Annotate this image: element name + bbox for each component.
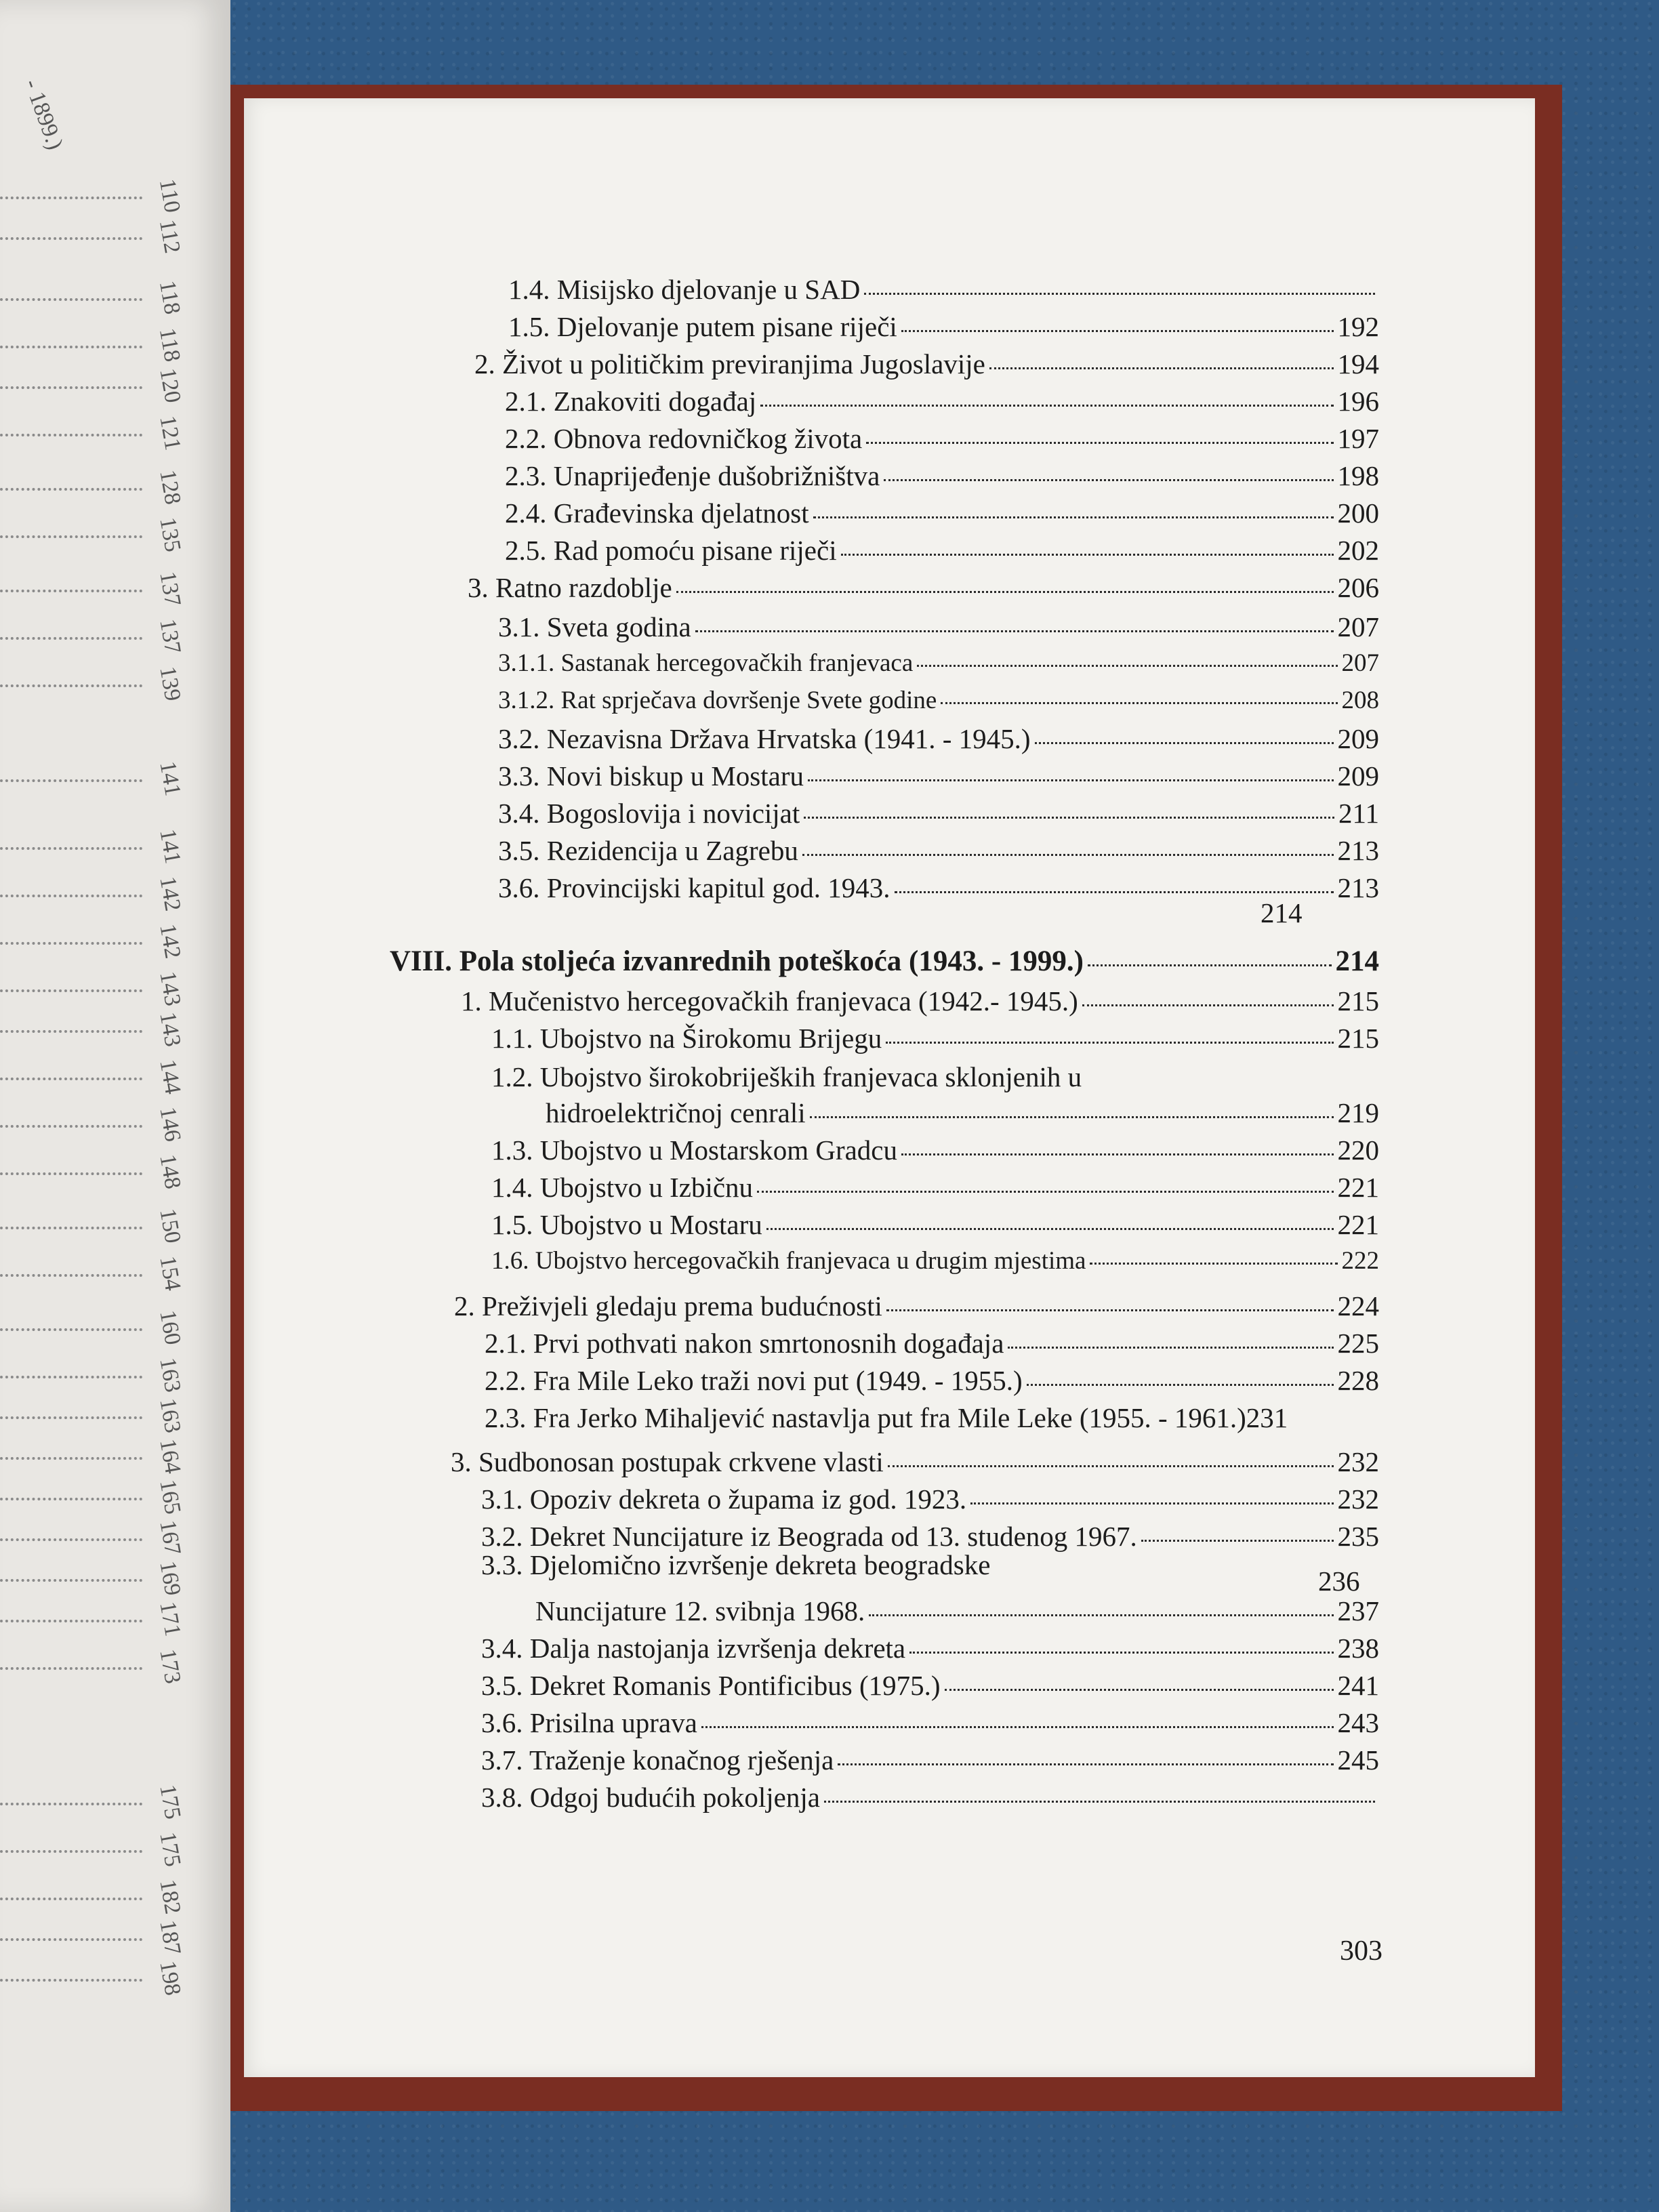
left-page-number: 121 xyxy=(155,413,186,453)
left-page-leader-line xyxy=(0,847,142,850)
toc-entry: 2. Preživjeli gledaju prema budućnosti 224 xyxy=(454,1290,1379,1322)
left-page xyxy=(0,0,230,2212)
toc-entry: 3.6. Prisilna uprava 243 xyxy=(481,1707,1379,1738)
left-page-number: 139 xyxy=(155,664,186,703)
left-page-leader-line xyxy=(0,590,142,592)
left-page-number: 165 xyxy=(155,1477,186,1517)
left-page-leader-line xyxy=(0,298,142,301)
left-page-number: 173 xyxy=(155,1647,186,1686)
toc-entry: 214 xyxy=(1261,897,1303,928)
left-page-leader-line xyxy=(0,1538,142,1541)
left-page-number: 175 xyxy=(155,1830,186,1869)
toc-entry: 2.3. Fra Jerko Mihaljević nastavlja put fra Mile Leke (1955. - 1961.) 231 xyxy=(485,1402,1288,1433)
left-page-leader-line xyxy=(0,1579,142,1582)
left-page-number: 160 xyxy=(155,1308,186,1347)
left-page-number: 163 xyxy=(155,1355,186,1395)
left-page-number: 110 xyxy=(154,177,185,215)
left-page-leader-line xyxy=(0,197,142,199)
left-page-leader-line xyxy=(0,1620,142,1622)
toc-entry: 2. Život u političkim previranjima Jugoslavije 194 xyxy=(474,348,1379,380)
left-page-leader-line xyxy=(0,434,142,436)
left-page-leader-line xyxy=(0,1898,142,1900)
toc-entry: 3.1.1. Sastanak hercegovačkih franjevaca 207 xyxy=(498,649,1379,677)
toc-entry: 3. Sudbonosan postupak crkvene vlasti 232 xyxy=(451,1446,1379,1477)
left-page-number: 118 xyxy=(154,326,185,364)
right-page xyxy=(244,98,1535,2077)
left-page-leader-line xyxy=(0,237,142,240)
page-number: 303 xyxy=(1340,1936,1382,1967)
toc-entry: 1.1. Ubojstvo na Širokomu Brijegu 215 xyxy=(491,1023,1379,1054)
left-page-leader-line xyxy=(0,779,142,782)
toc-entry: 2.4. Građevinska djelatnost 200 xyxy=(505,497,1379,529)
toc-entry: 3. Ratno razdoblje 206 xyxy=(468,572,1379,603)
left-page-number: 118 xyxy=(154,279,185,316)
toc-entry: 1.4. Misijsko djelovanje u SAD xyxy=(508,276,1379,304)
toc-entry: 3.5. Dekret Romanis Pontificibus (1975.) 241 xyxy=(481,1670,1379,1701)
left-page-number: 128 xyxy=(155,468,186,507)
toc-page-number: 236 xyxy=(1318,1565,1360,1597)
toc-entry: 2.2. Obnova redovničkog života 197 xyxy=(505,423,1379,454)
toc-entry: 3.7. Traženje konačnog rješenja 245 xyxy=(481,1744,1379,1776)
left-page-number: 135 xyxy=(155,515,186,554)
left-page-leader-line xyxy=(0,1457,142,1460)
left-page-number: 141 xyxy=(155,827,186,866)
left-page-leader-line xyxy=(0,488,142,491)
left-page-leader-line xyxy=(0,942,142,945)
left-page-leader-line xyxy=(0,1328,142,1331)
left-page-number: 187 xyxy=(155,1918,186,1957)
left-page-number: 137 xyxy=(155,617,186,656)
toc-entry: 1.3. Ubojstvo u Mostarskom Gradcu 220 xyxy=(491,1134,1379,1166)
left-page-number: 144 xyxy=(155,1057,186,1097)
left-page-leader-line xyxy=(0,1078,142,1080)
toc-entry: 3.5. Rezidencija u Zagrebu 213 xyxy=(498,835,1379,866)
left-page-number: 169 xyxy=(155,1559,186,1598)
left-page-number: 120 xyxy=(155,366,186,405)
left-page-leader-line xyxy=(0,1416,142,1419)
toc-entry: 1.4. Ubojstvo u Izbičnu 221 xyxy=(491,1172,1379,1203)
left-page-number: 143 xyxy=(155,1010,186,1049)
toc-entry: 3.3. Novi biskup u Mostaru 209 xyxy=(498,760,1379,792)
left-page-number: 143 xyxy=(155,969,186,1008)
table-of-contents xyxy=(244,98,1535,2077)
left-page-leader-line xyxy=(0,1667,142,1670)
left-page-leader-line xyxy=(0,1376,142,1378)
left-page-leader-line xyxy=(0,1979,142,1982)
left-page-leader-line xyxy=(0,1274,142,1277)
toc-entry: 3.1.2. Rat sprječava dovršenje Svete godine 208 xyxy=(498,687,1379,714)
left-page-number: 167 xyxy=(155,1518,186,1557)
left-page-leader-line xyxy=(0,637,142,640)
left-page-number: 112 xyxy=(154,218,185,255)
toc-entry: hidroelektričnoj cenrali 219 xyxy=(546,1097,1379,1128)
left-page-number: 163 xyxy=(155,1396,186,1435)
left-page-leader-line xyxy=(0,1850,142,1853)
left-page-number: 141 xyxy=(155,759,186,798)
toc-entry: 1.5. Ubojstvo u Mostaru 221 xyxy=(491,1209,1379,1240)
toc-entry-line: 1.2. Ubojstvo širokobrijeških franjevaca sklonjenih u xyxy=(491,1061,1082,1092)
left-page-leader-line xyxy=(0,1125,142,1128)
left-page-number: 150 xyxy=(155,1206,186,1246)
left-page-number: 142 xyxy=(155,874,186,914)
left-page-leader-line xyxy=(0,1172,142,1175)
toc-entry: 3.8. Odgoj budućih pokoljenja xyxy=(481,1784,1379,1811)
toc-entry: Nuncijature 12. svibnja 1968. 237 xyxy=(535,1595,1379,1626)
toc-entry: 2.1. Znakoviti događaj 196 xyxy=(505,386,1379,417)
toc-entry: 2.3. Unaprijeđenje dušobrižništva 198 xyxy=(505,460,1379,491)
toc-entry-line: 3.3. Djelomično izvršenje dekreta beogradske xyxy=(481,1549,991,1580)
toc-entry: 2.2. Fra Mile Leko traži novi put (1949. - 1955.) 228 xyxy=(485,1365,1379,1396)
left-page-leader-line xyxy=(0,895,142,897)
left-page-leader-line xyxy=(0,386,142,389)
left-page-number: 182 xyxy=(155,1877,186,1917)
left-page-fragment: - 1899.) xyxy=(19,75,68,153)
toc-entry: 2.5. Rad pomoću pisane riječi 202 xyxy=(505,535,1379,566)
left-page-number: 154 xyxy=(155,1254,186,1293)
toc-entry: 3.2. Dekret Nuncijature iz Beograda od 13. studenog 1967. 235 xyxy=(481,1521,1379,1552)
left-page-number: 146 xyxy=(155,1105,186,1144)
toc-entry: 3.1. Sveta godina 207 xyxy=(498,611,1379,642)
toc-entry: 3.4. Bogoslovija i novicijat 211 xyxy=(498,798,1379,829)
left-page-leader-line xyxy=(0,1498,142,1500)
left-page-number: 171 xyxy=(155,1599,186,1639)
toc-entry: 2.1. Prvi pothvati nakon smrtonosnih događaja 225 xyxy=(485,1328,1379,1359)
left-page-number: 175 xyxy=(155,1782,186,1822)
left-page-leader-line xyxy=(0,346,142,348)
toc-entry: 1.5. Djelovanje putem pisane riječi 192 xyxy=(508,311,1379,342)
left-page-leader-line xyxy=(0,684,142,687)
left-page-number: 137 xyxy=(155,569,186,609)
left-page-number: 164 xyxy=(155,1437,186,1476)
toc-entry: 3.4. Dalja nastojanja izvršenja dekreta 238 xyxy=(481,1633,1379,1664)
toc-entry: 3.6. Provincijski kapitul god. 1943. 213 xyxy=(498,872,1379,903)
left-page-leader-line xyxy=(0,1030,142,1033)
left-page-leader-line xyxy=(0,989,142,992)
left-page-leader-line xyxy=(0,1803,142,1805)
left-page-leader-line xyxy=(0,535,142,538)
toc-entry: 3.1. Opoziv dekreta o župama iz god. 1923. 232 xyxy=(481,1483,1379,1515)
left-page-leader-line xyxy=(0,1227,142,1229)
left-page-leader-line xyxy=(0,1938,142,1941)
left-page-number: 198 xyxy=(155,1959,186,1998)
toc-entry: 1.6. Ubojstvo hercegovačkih franjevaca u drugim mjestima 222 xyxy=(491,1247,1379,1275)
left-page-number: 148 xyxy=(155,1152,186,1191)
toc-entry: 1. Mučenistvo hercegovačkih franjevaca (1942.- 1945.) 215 xyxy=(461,985,1379,1017)
left-page-number: 142 xyxy=(155,922,186,961)
toc-chapter-heading: VIII. Pola stoljeća izvanrednih poteškoća (1943. - 1999.) 214 xyxy=(390,945,1379,977)
toc-entry: 3.2. Nezavisna Država Hrvatska (1941. - 1945.) 209 xyxy=(498,723,1379,754)
